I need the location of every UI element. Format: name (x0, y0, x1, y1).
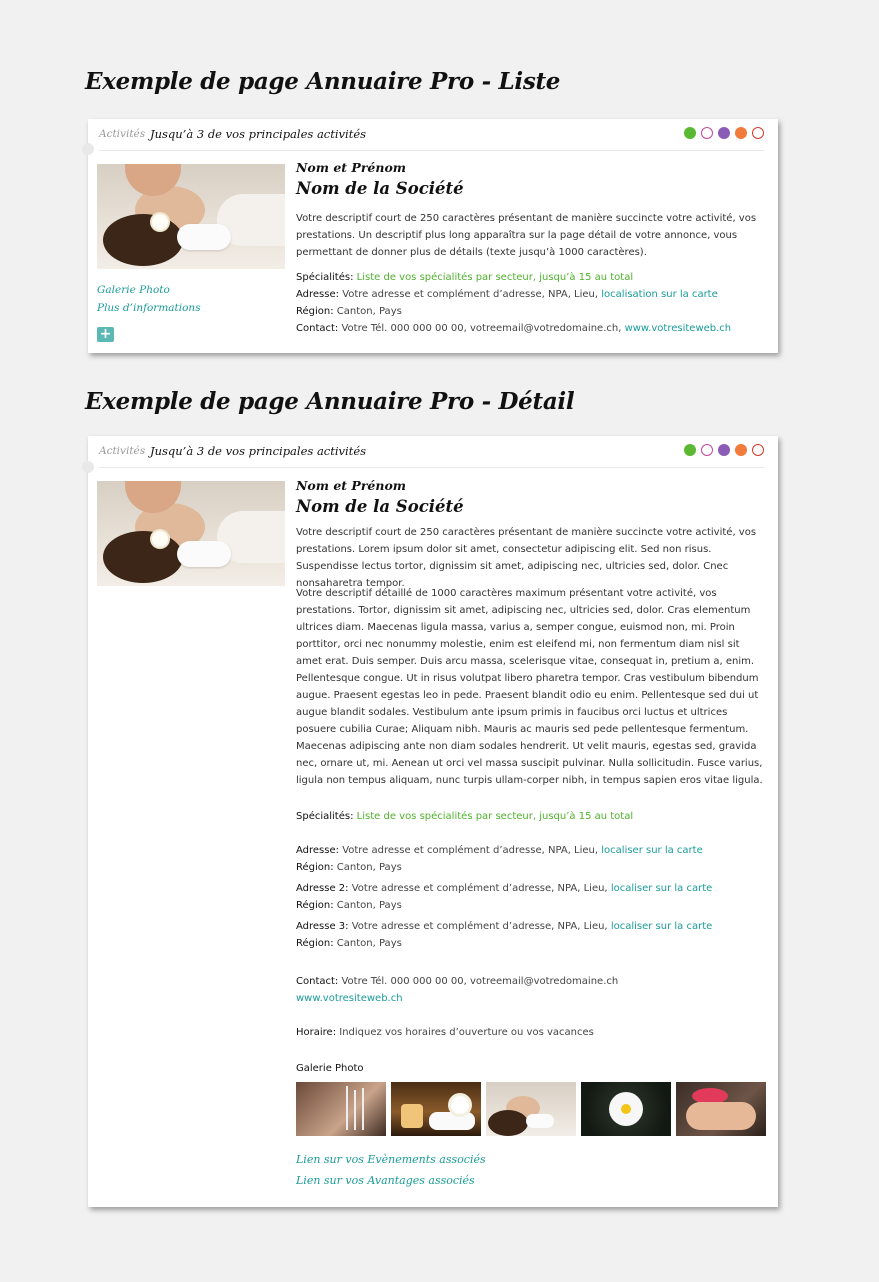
region-3-row (296, 935, 402, 952)
listing-card-detail (88, 436, 778, 1207)
contact-value: Votre Tél. 000 000 00 00, votreemail@votredomaine.ch, (341, 323, 622, 334)
short-description: Votre descriptif court de 250 caractères présentant de manière succincte votre activité, vos prestations. Lorem ipsum dolor sit amet, consectetur adipiscing elit. Sed non risus. Suspendisse lectus tortor, dignissim sit amet, adipiscing nec, ultricies sed, dolor. Cnec nonsaharetra tempor. (296, 527, 757, 589)
map-link-3[interactable]: localiser sur la carte (610, 921, 713, 932)
horaire-value: Indiquez vos horaires d’ouverture ou vos vacances (339, 1027, 594, 1038)
region-label: Région: (296, 862, 334, 873)
activities-text: Jusqu’à 3 de vos principales activités (150, 444, 367, 458)
contact-label: Contact: (296, 976, 339, 987)
specialites-label: Spécialités: (296, 272, 354, 283)
specialites-link[interactable]: Liste de vos spécialités par secteur, jusqu’à 15 au total (356, 811, 634, 822)
adresse-value: Votre adresse et complément d’adresse, NPA, Lieu, (342, 289, 599, 300)
events-link[interactable]: Lien sur vos Evènements associés (296, 1153, 486, 1166)
horaire-label: Horaire: (296, 1027, 337, 1038)
profile-photo[interactable] (97, 164, 285, 269)
adresse-row (296, 842, 703, 859)
region-3-label: Région: (296, 938, 334, 949)
short-description: Votre descriptif court de 250 caractères présentant de manière succincte votre activité, vos prestations. Un descriptif plus long apparaîtra sur la page détail de votre annonce, vous permettant de donner plus de détails (texte jusqu’à 1000 caractères). (296, 213, 757, 258)
gallery-thumb-massage[interactable] (486, 1082, 576, 1136)
adresse-3-row (296, 918, 712, 935)
region-value: Canton, Pays (336, 306, 402, 317)
adresse-2-row (296, 880, 712, 897)
detail-content (296, 436, 766, 1207)
website-link[interactable]: www.votresiteweb.ch (624, 323, 732, 334)
specialites-row (296, 269, 633, 286)
specialites-link[interactable]: Liste de vos spécialités par secteur, jusqu’à 15 au total (356, 272, 634, 283)
plus-icon[interactable]: + (97, 327, 114, 342)
horaire-row (296, 1024, 594, 1041)
contact-label: Contact: (296, 323, 339, 334)
activities-text: Jusqu’à 3 de vos principales activités (150, 127, 367, 141)
photo-gallery (296, 1082, 766, 1136)
company-name: Nom de la Société (296, 497, 464, 516)
more-info-link[interactable]: Plus d’informations (97, 302, 201, 314)
contact-row (296, 973, 618, 990)
region-2-row (296, 897, 402, 914)
region-2-value: Canton, Pays (336, 900, 402, 911)
gallery-thumb-acupuncture[interactable] (296, 1082, 386, 1136)
map-link-2[interactable]: localiser sur la carte (610, 883, 713, 894)
contact-row (296, 320, 731, 337)
adresse-row (296, 286, 718, 303)
gallery-thumb-lily[interactable] (581, 1082, 671, 1136)
gallery-thumb-spa[interactable] (391, 1082, 481, 1136)
map-link[interactable]: localiser sur la carte (601, 845, 703, 856)
advantages-link[interactable]: Lien sur vos Avantages associés (296, 1174, 475, 1187)
page-title-list: Exemple de page Annuaire Pro - Liste (85, 68, 561, 95)
adresse-value: Votre adresse et complément d’adresse, NPA, Lieu, (342, 845, 599, 856)
region-label: Région: (296, 306, 334, 317)
website-link[interactable]: www.votresiteweb.ch (296, 993, 403, 1004)
activities-label: Activités (99, 445, 146, 457)
gallery-thumb-foot[interactable] (676, 1082, 766, 1136)
adresse-3-label: Adresse 3: (296, 921, 349, 932)
company-name: Nom de la Société (296, 179, 464, 198)
listing-content (296, 119, 766, 353)
activities-label: Activités (99, 128, 146, 140)
gallery-link[interactable]: Galerie Photo (97, 284, 170, 296)
page-title-detail: Exemple de page Annuaire Pro - Détail (85, 388, 575, 415)
adresse-label: Adresse: (296, 289, 339, 300)
contact-value: Votre Tél. 000 000 00 00, votreemail@votredomaine.ch (341, 976, 619, 987)
map-link[interactable]: localisation sur la carte (601, 289, 718, 300)
gallery-title: Galerie Photo (296, 1063, 364, 1074)
card-notch (82, 143, 94, 155)
specialites-row (296, 808, 633, 825)
adresse-2-label: Adresse 2: (296, 883, 349, 894)
long-description: Votre descriptif détaillé de 1000 caractères maximum présentant votre activité, vos prestations. Tortor, dignissim sit amet, adipiscing nec, ultricies sed, dolor. Cras elementum ultrices diam. Maecenas ligula massa, varius a, semper congue, euismod non, mi. Proin porttitor, orci nec nonummy molestie, enim est eleifend mi, non fermentum diam nisl sit amet erat. Duis semper. Duis arcu massa, scelerisque vitae, consequat in, pretium a, enim. Pellentesque congue. Ut in risus volutpat libero pharetra tempor. Cras vestibulum bibendum augue. Praesent egestas leo in pede. Praesent blandit odio eu enim. Pellentesque sed dui ut augue blandit sodales. Vestibulum ante ipsum primis in faucibus orci luctus et ultrices posuere cubilia Curae; Aliquam nibh. Mauris ac mauris sed pede pellentesque fermentum. Maecenas adipiscing ante non diam sodales hendrerit. Ut velit mauris, egestas sed, gravida nec, ornare ut, mi. Aenean ut orci vel massa suscipit pulvinar. Nulla sollicitudin. Fusce varius, ligula non tempus aliquam, nunc turpis ullam-corper nibh, in tempus sapien eros vitae ligula. (296, 588, 763, 786)
region-row (296, 303, 402, 320)
listing-card-list (88, 119, 778, 353)
specialites-label: Spécialités: (296, 811, 354, 822)
person-name: Nom et Prénom (296, 160, 407, 175)
person-name: Nom et Prénom (296, 478, 407, 493)
region-2-label: Région: (296, 900, 334, 911)
region-3-value: Canton, Pays (336, 938, 402, 949)
region-value: Canton, Pays (336, 862, 402, 873)
region-row (296, 859, 402, 876)
card-notch (82, 461, 94, 473)
adresse-label: Adresse: (296, 845, 339, 856)
profile-photo[interactable] (97, 481, 285, 586)
adresse-3-value: Votre adresse et complément d’adresse, NPA, Lieu, (351, 921, 608, 932)
adresse-2-value: Votre adresse et complément d’adresse, NPA, Lieu, (351, 883, 608, 894)
